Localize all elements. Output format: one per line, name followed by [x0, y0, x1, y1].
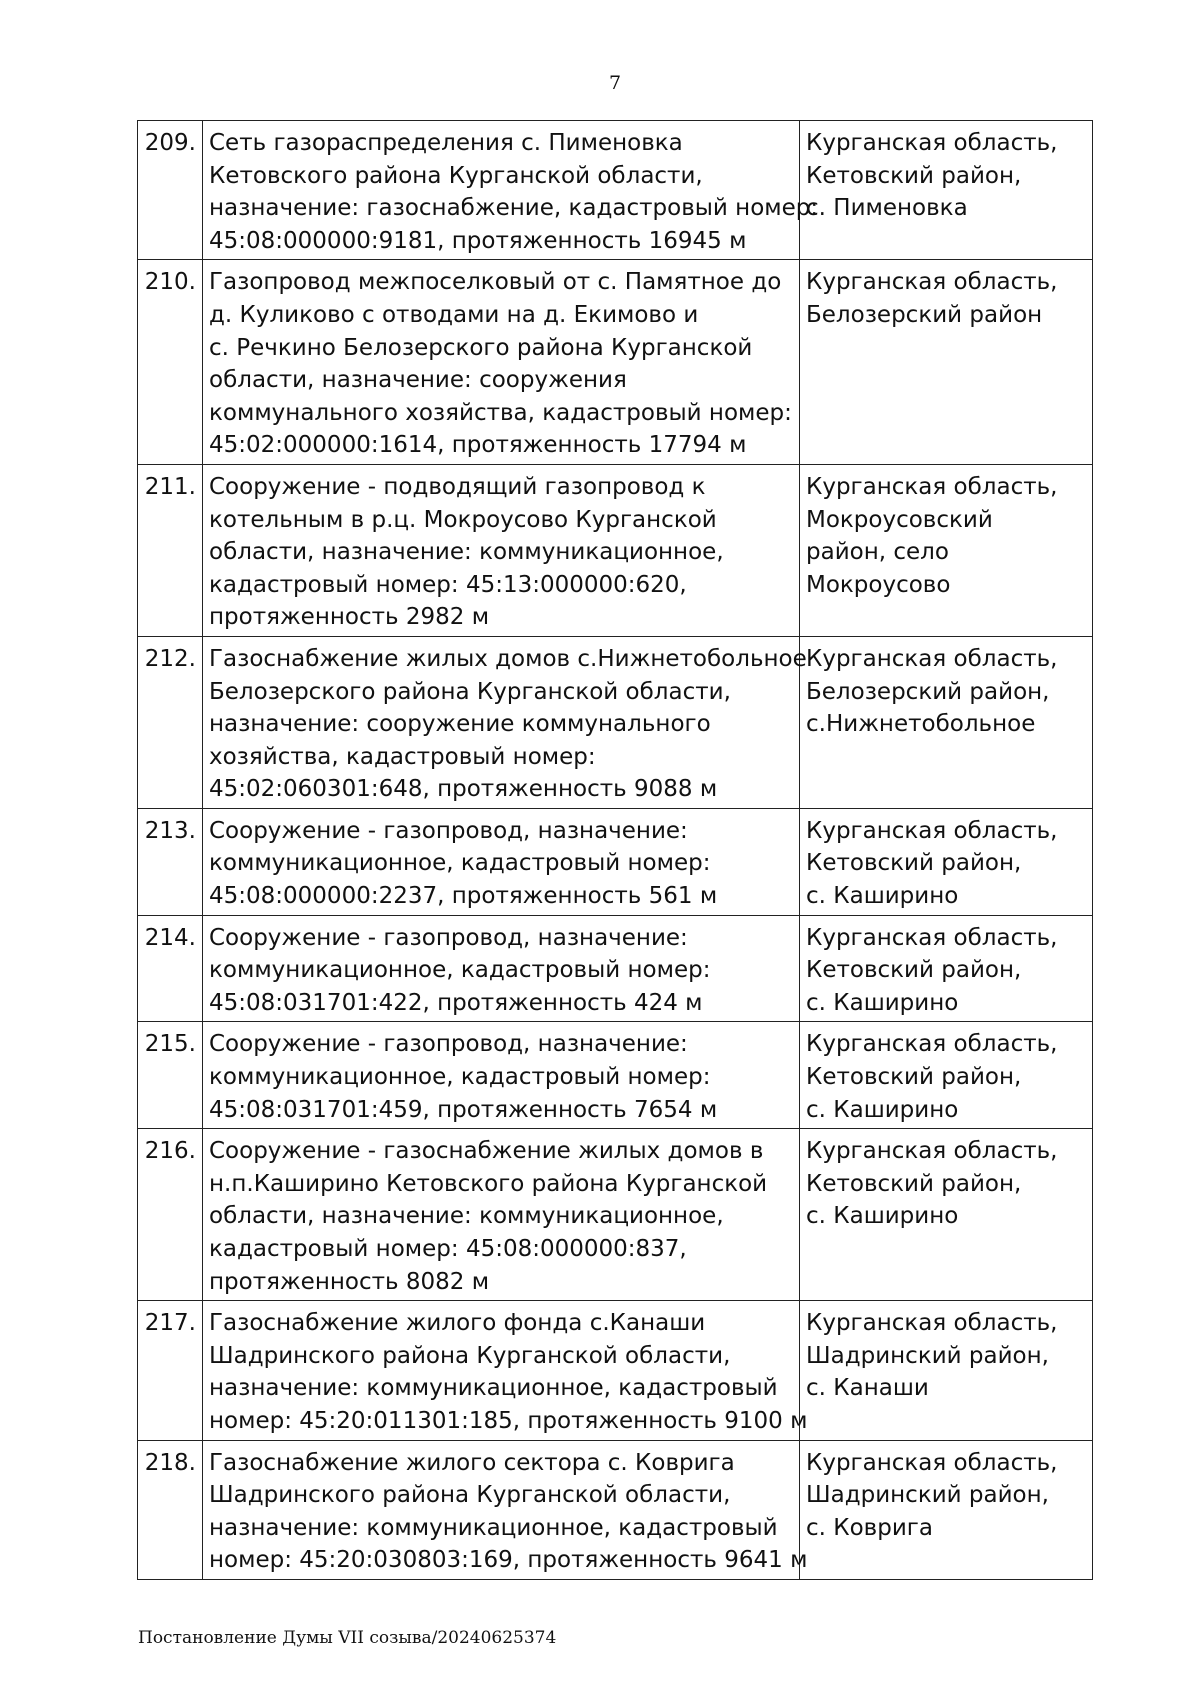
row-number: 214.	[138, 915, 203, 1022]
address-line: Курганская область,	[806, 1031, 1058, 1058]
description-line: Кетовского района Курганской области,	[209, 162, 703, 189]
description-line: назначение: сооружение коммунального	[209, 711, 711, 738]
description-line: 45:08:031701:459, протяженность 7654 м	[209, 1096, 718, 1123]
object-address	[800, 260, 1093, 465]
description-line: области, назначение: коммуникационное,	[209, 539, 724, 566]
address-line: Белозерский район	[806, 301, 1043, 328]
row-number: 210.	[138, 260, 203, 465]
object-address	[800, 121, 1093, 260]
document-footer: Постановление Думы VII созыва/20240625374	[138, 1628, 557, 1648]
row-number: 209.	[138, 121, 203, 260]
description-line: Сооружение - газопровод, назначение:	[209, 1031, 688, 1058]
description-line: котельным в р.ц. Мокроусово Курганской	[209, 506, 717, 533]
row-number: 217.	[138, 1301, 203, 1440]
address-line: Курганская область,	[806, 1138, 1058, 1165]
table-row	[138, 1301, 1093, 1440]
description-line: протяженность 8082 м	[209, 1268, 490, 1295]
address-line: Кетовский район,	[806, 957, 1022, 984]
description-line: Газоснабжение жилого сектора с. Коврига	[209, 1449, 735, 1476]
address-line: Курганская область,	[806, 1449, 1058, 1476]
object-description	[203, 636, 807, 808]
object-address	[800, 808, 1093, 915]
address-line: Курганская область,	[806, 924, 1058, 951]
description-line: коммунального хозяйства, кадастровый номер:	[209, 399, 792, 426]
description-line: назначение: газоснабжение, кадастровый номер:	[209, 195, 819, 222]
description-line: Сооружение - газопровод, назначение:	[209, 924, 688, 951]
description-line: Газоснабжение жилого фонда с.Канаши	[209, 1310, 706, 1337]
description-line: Сеть газораспределения с. Пименовка	[209, 130, 683, 156]
description-line: Шадринского района Курганской области,	[209, 1342, 731, 1369]
object-address	[800, 915, 1093, 1022]
row-number: 211.	[138, 464, 203, 636]
address-line: Кетовский район,	[806, 1170, 1022, 1197]
description-line: Сооружение - газопровод, назначение:	[209, 817, 688, 844]
table-row	[138, 464, 1093, 636]
object-description	[203, 1301, 808, 1440]
row-number: 213.	[138, 808, 203, 915]
object-description	[203, 1129, 800, 1301]
object-address	[800, 1129, 1093, 1301]
address-line: с. Коврига	[806, 1514, 933, 1541]
address-line: Шадринский район,	[806, 1342, 1049, 1369]
description-line: кадастровый номер: 45:08:000000:837,	[209, 1236, 687, 1262]
object-address	[800, 1022, 1093, 1129]
description-line: назначение: коммуникационное, кадастровый	[209, 1514, 778, 1541]
row-number: 218.	[138, 1440, 203, 1579]
description-line: 45:02:060301:648, протяженность 9088 м	[209, 776, 718, 803]
description-line: 45:08:000000:2237, протяженность 561 м	[209, 883, 718, 910]
description-line: 45:08:000000:9181, протяженность 16945 м	[209, 227, 747, 254]
description-line: 45:02:000000:1614, протяженность 17794 м	[209, 432, 747, 459]
description-line: назначение: коммуникационное, кадастровый	[209, 1375, 778, 1402]
object-address	[800, 1301, 1093, 1440]
description-line: протяженность 2982 м	[209, 604, 490, 631]
table-row	[138, 1022, 1093, 1129]
address-line: Кетовский район,	[806, 162, 1022, 189]
description-line: н.п.Каширино Кетовского района Курганской	[209, 1170, 768, 1197]
address-line: Курганская область,	[806, 269, 1058, 296]
table-row	[138, 1440, 1093, 1579]
object-description	[203, 260, 800, 465]
address-line: Мокроусово	[806, 571, 951, 598]
description-line: области, назначение: сооружения	[209, 367, 627, 394]
description-line: области, назначение: коммуникационное,	[209, 1203, 724, 1230]
description-line: коммуникационное, кадастровый номер:	[209, 850, 711, 877]
address-line: с. Каширино	[806, 989, 959, 1016]
object-address	[800, 464, 1093, 636]
address-line: Курганская область,	[806, 130, 1058, 156]
table-row	[138, 915, 1093, 1022]
address-line: с. Каширино	[806, 883, 959, 910]
row-number: 215.	[138, 1022, 203, 1129]
table-row	[138, 260, 1093, 465]
object-address	[800, 1440, 1093, 1579]
address-line: с.Нижнетобольное	[806, 711, 1036, 738]
description-line: Газопровод межпоселковый от с. Памятное до	[209, 269, 782, 296]
address-line: Курганская область,	[806, 645, 1058, 672]
address-line: Кетовский район,	[806, 850, 1022, 877]
description-line: номер: 45:20:030803:169, протяженность 9641 м	[209, 1547, 808, 1574]
address-line: Курганская область,	[806, 817, 1058, 844]
description-line: д. Куликово с отводами на д. Екимово и	[209, 301, 699, 328]
object-address	[800, 636, 1093, 808]
description-line: Газоснабжение жилых домов с.Нижнетобольное	[209, 645, 807, 672]
description-line: хозяйства, кадастровый номер:	[209, 743, 596, 770]
address-line: с. Канаши	[806, 1375, 929, 1402]
description-line: 45:08:031701:422, протяженность 424 м	[209, 989, 703, 1016]
address-line: Курганская область,	[806, 473, 1058, 500]
description-line: кадастровый номер: 45:13:000000:620,	[209, 571, 687, 598]
address-line: с. Каширино	[806, 1096, 959, 1123]
object-description	[203, 915, 800, 1022]
table-row	[138, 808, 1093, 915]
table-row	[138, 1129, 1093, 1301]
description-line: коммуникационное, кадастровый номер:	[209, 1064, 711, 1091]
description-line: номер: 45:20:011301:185, протяженность 9100 м	[209, 1407, 808, 1434]
address-line: Белозерский район,	[806, 678, 1050, 705]
object-description	[203, 808, 800, 915]
table-row	[138, 636, 1093, 808]
property-table-body	[138, 121, 1093, 1580]
object-description	[203, 1440, 808, 1579]
description-line: с. Речкино Белозерского района Курганской	[209, 334, 753, 361]
object-description	[203, 121, 819, 260]
address-line: район, село	[806, 539, 949, 566]
object-description	[203, 464, 800, 636]
address-line: Мокроусовский	[806, 506, 993, 533]
description-line: коммуникационное, кадастровый номер:	[209, 957, 711, 984]
description-line: Сооружение - подводящий газопровод к	[209, 473, 706, 500]
table-row	[138, 121, 1093, 260]
description-line: Белозерского района Курганской области,	[209, 678, 731, 705]
description-line: Сооружение - газоснабжение жилых домов в	[209, 1138, 764, 1165]
page-number: 7	[608, 72, 622, 94]
address-line: с. Каширино	[806, 1203, 959, 1230]
address-line: Курганская область,	[806, 1310, 1058, 1337]
object-description	[203, 1022, 800, 1129]
address-line: Шадринский район,	[806, 1482, 1049, 1509]
description-line: Шадринского района Курганской области,	[209, 1482, 731, 1509]
address-line: Кетовский район,	[806, 1064, 1022, 1091]
row-number: 212.	[138, 636, 203, 808]
property-table	[137, 120, 1093, 1580]
address-line: с. Пименовка	[806, 195, 968, 222]
row-number: 216.	[138, 1129, 203, 1301]
